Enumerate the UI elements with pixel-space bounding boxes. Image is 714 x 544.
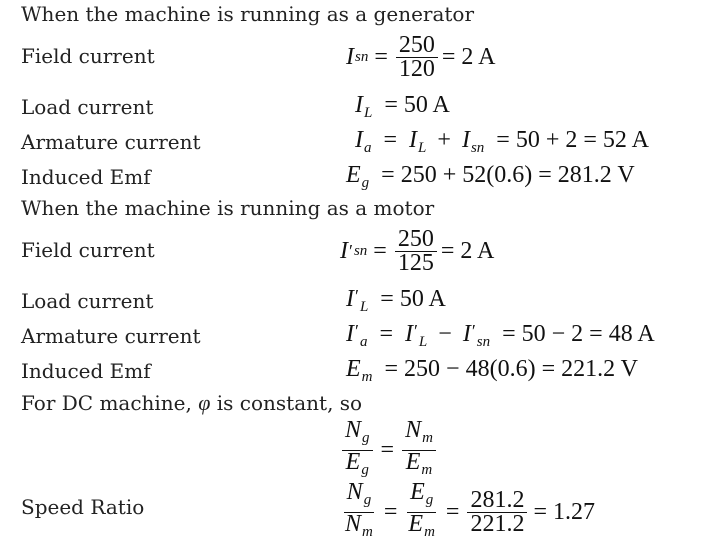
flux-ratio-n2: N — [405, 417, 422, 443]
speed-ratio-fraction-3 — [467, 489, 527, 536]
motor-armature-current-sub: a — [359, 334, 368, 350]
gen-load-current-rhs: = 50 A — [384, 92, 450, 118]
gen-armature-term2-symbol: I — [461, 127, 470, 153]
motor-armature-current-rhs: = 50 − 2 = 48 A — [502, 321, 655, 347]
gen-load-current-label: Load current — [21, 95, 154, 119]
gen-induced-emf-equation — [346, 162, 635, 192]
gen-armature-term1-symbol: I — [409, 127, 418, 153]
motor-load-current-equation: $I'_L = 50$ A — [346, 286, 446, 315]
speed-ratio-fraction-1: $\frac{N_g}{N_m}$ — [345, 479, 373, 540]
gen-field-current-equation: I sn = $\frac{250}{120}$ = 2 A — [346, 32, 496, 82]
gen-armature-current-label: Armature current — [21, 130, 201, 154]
motor-field-current-label: Field current — [21, 238, 155, 262]
motor-field-current-symbol: I — [340, 238, 348, 264]
motor-field-current-equation: I ′ sn = $\frac{250}{125}$ = 2 A — [340, 226, 495, 276]
gen-field-current-label: Field current — [21, 44, 155, 68]
gen-armature-current-sub: a — [364, 140, 372, 156]
motor-field-current-fraction — [395, 228, 437, 275]
flux-ratio-right-fraction: $\frac{N_m}{E_m}$ — [402, 419, 436, 482]
phi-symbol: φ — [198, 390, 211, 415]
gen-field-current-sub: sn — [355, 49, 369, 65]
gen-induced-emf-label: Induced Emf — [21, 165, 151, 189]
speed-ratio-fraction-2: $\frac{E_g}{E_m}$ — [408, 479, 435, 540]
gen-load-current-symbol: I — [355, 92, 363, 118]
gen-armature-current-symbol: I — [355, 127, 363, 153]
motor-load-current-sub: L — [359, 299, 369, 315]
gen-induced-emf-sub: g — [361, 175, 370, 191]
flux-ratio-n1: N — [345, 417, 362, 443]
motor-field-current-sub: sn — [353, 243, 368, 259]
flux-ratio-d2: E — [405, 449, 421, 475]
gen-induced-emf-rhs: = 250 + 52(0.6) = 281.2 V — [381, 162, 635, 188]
flux-ratio-left-fraction: $\frac{N_g}{E_g}$ — [342, 419, 373, 482]
generator-heading: When the machine is running as a generator — [21, 2, 475, 26]
motor-field-current-denominator: 125 — [397, 250, 434, 276]
motor-induced-emf-symbol: E — [346, 356, 361, 382]
speed-ratio-label: Speed Ratio — [21, 495, 145, 519]
gen-field-current-result: = 2 A — [441, 44, 496, 70]
motor-induced-emf-rhs: = 250 − 48(0.6) = 221.2 V — [384, 356, 639, 382]
speed-ratio-numeric-denominator: 221.2 — [470, 511, 525, 537]
motor-armature-term2-sub: sn — [476, 334, 491, 350]
speed-ratio-result: = 1.27 — [533, 499, 596, 525]
gen-armature-term1-sub: L — [418, 140, 427, 156]
dc-statement-before: For DC machine, — [21, 391, 192, 415]
motor-armature-term1-sub: L — [418, 334, 428, 350]
flux-ratio-d1: E — [345, 449, 361, 475]
gen-armature-term2-sub: sn — [470, 140, 485, 156]
gen-armature-current-rhs: = 50 + 2 = 52 A — [496, 127, 649, 153]
motor-induced-emf-label: Induced Emf — [21, 359, 151, 383]
dc-statement-after: is constant, so — [216, 391, 363, 415]
motor-armature-current-equation: $I'_a = I'_L - I'_{sn} = 50 - 2 = 48$ A — [346, 321, 655, 350]
gen-field-current-fraction — [396, 34, 438, 81]
speed-ratio-equation: $\frac{N_g}{N_m}$ = $\frac{E_g}{E_m}$ = $\frac{281.2}{221.2}$ = 1.27 — [340, 481, 595, 544]
dc-machine-statement — [21, 390, 362, 416]
gen-armature-current-equation: $I_a = I_L + I_{sn} = 50 + 2 = 52$ A — [355, 127, 649, 156]
flux-ratio-equation: $\frac{N_g}{E_g}$ = $\frac{N_m}{E_m}$ — [340, 419, 438, 482]
motor-load-current-label: Load current — [21, 289, 154, 313]
gen-load-current-sub: L — [364, 105, 373, 121]
motor-field-current-result: = 2 A — [440, 238, 495, 264]
speed-ratio-numeric-numerator: 281.2 — [467, 489, 527, 513]
motor-armature-current-symbol: I — [346, 321, 354, 347]
motor-armature-term2-symbol: I — [462, 321, 471, 347]
gen-field-current-numerator: 250 — [396, 34, 438, 58]
motor-heading: When the machine is running as a motor — [21, 196, 435, 220]
gen-load-current-equation — [355, 92, 450, 122]
motor-armature-term1-symbol: I — [404, 321, 413, 347]
motor-induced-emf-equation — [346, 356, 638, 386]
gen-field-current-symbol: I — [346, 44, 354, 70]
motor-load-current-symbol: I — [346, 286, 354, 312]
gen-field-current-denominator: 120 — [398, 56, 435, 82]
motor-field-current-numerator: 250 — [395, 228, 437, 252]
gen-induced-emf-symbol: E — [346, 162, 361, 188]
motor-load-current-rhs: = 50 A — [380, 286, 446, 312]
motor-induced-emf-sub: m — [361, 369, 373, 385]
motor-armature-current-label: Armature current — [21, 324, 201, 348]
